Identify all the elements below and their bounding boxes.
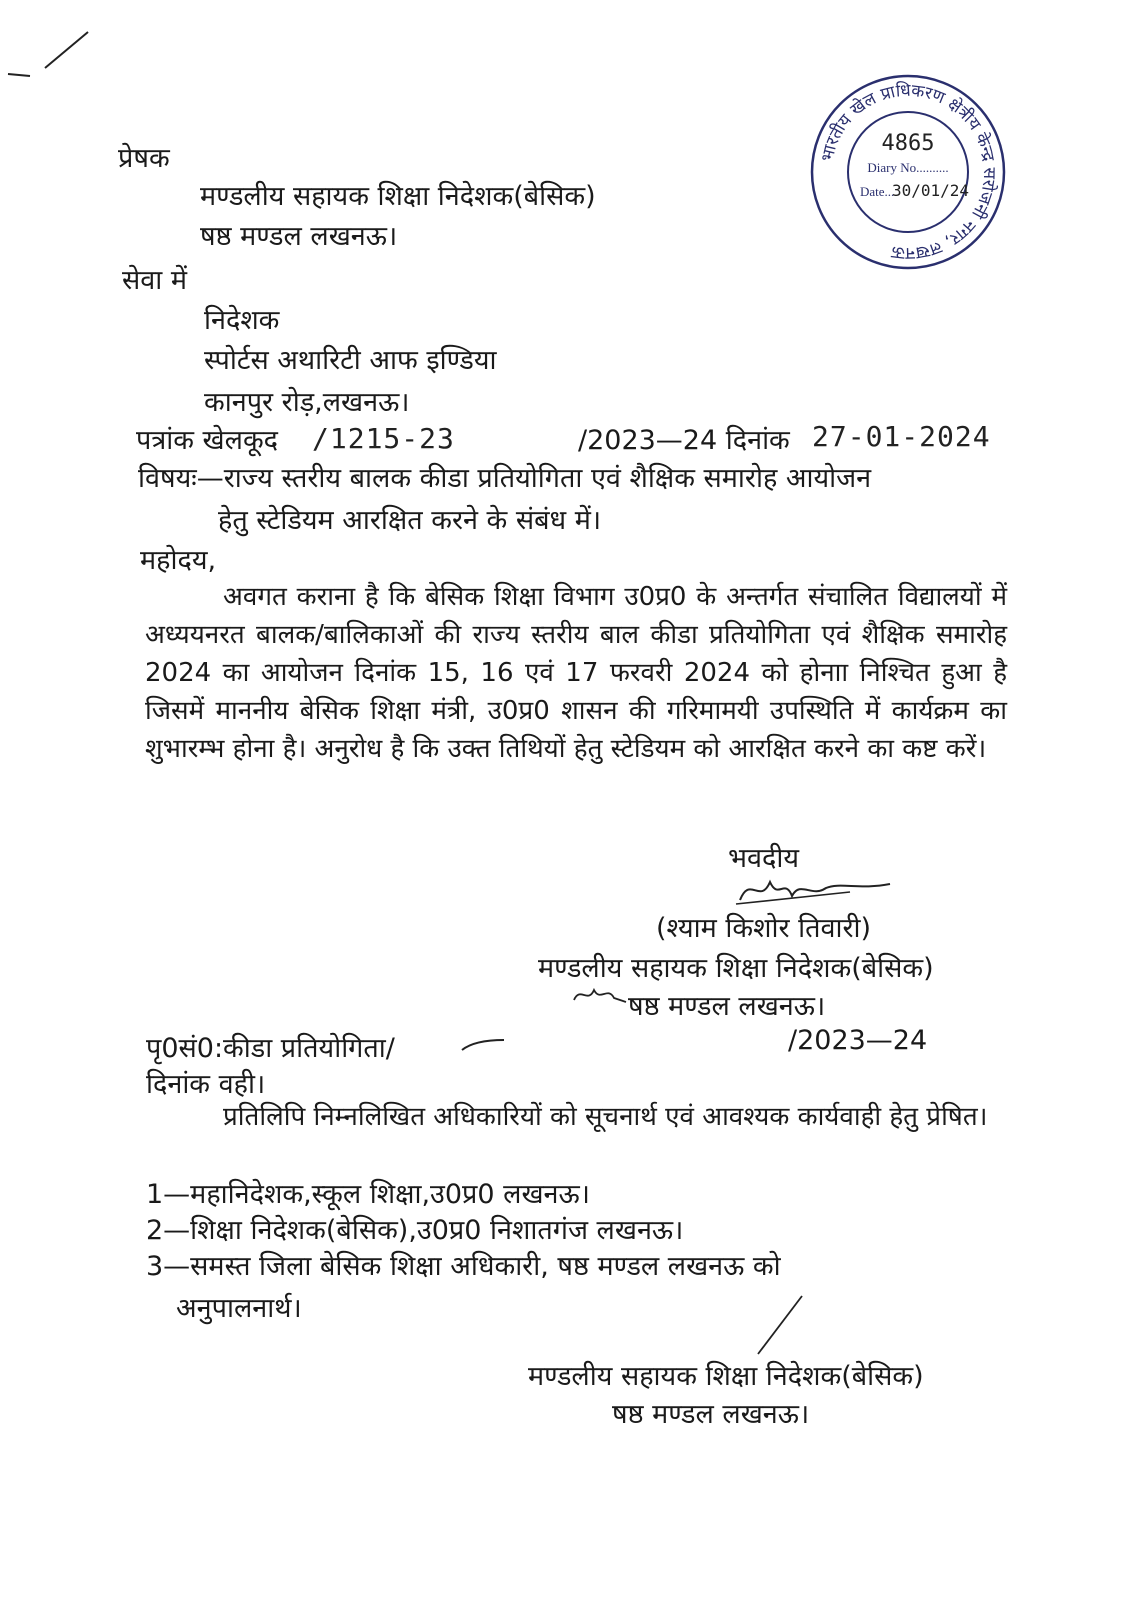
- signatory-name: (श्याम किशोर तिवारी): [656, 913, 872, 944]
- signatory-title2: षष्ठ मण्डल लखनऊ।: [628, 991, 826, 1022]
- stamp-ring-text: भारतीय खेल प्राधिकरण क्षेत्रीय केन्द्र सरोजनी नगर, लखनऊ: [817, 80, 1000, 264]
- stamp-date-label: Date...: [860, 184, 895, 199]
- to-line2: स्पोर्टस अथारिटी आफ इण्डिया: [204, 345, 497, 376]
- initials: [570, 980, 630, 1010]
- copy-item: 3—समस्त जिला बेसिक शिक्षा अधिकारी, षष्ठ मण्डल लखनऊ को: [146, 1251, 781, 1282]
- copy-item: 1—महानिदेशक,स्कूल शिक्षा,उ0प्र0 लखनऊ।: [146, 1179, 590, 1210]
- diary-stamp: [808, 72, 1008, 272]
- pen-mark: [0, 0, 100, 100]
- sender-line1: मण्डलीय सहायक शिक्षा निदेशक(बेसिक): [200, 181, 596, 212]
- dash-mark: [458, 1036, 508, 1056]
- sender-line2: षष्ठ मण्डल लखनऊ।: [200, 221, 398, 252]
- copy-item: अनुपालनार्थ।: [176, 1293, 302, 1324]
- to-line1: निदेशक: [204, 305, 280, 336]
- to-line3: कानपुर रोड़,लखनऊ।: [204, 387, 410, 418]
- subject-line2: हेतु स्टेडियम आरक्षित करने के संबंध में।: [218, 505, 602, 536]
- copy-year: /2023—24: [788, 1025, 928, 1056]
- copy-date: दिनांक वही।: [146, 1069, 266, 1100]
- ref-year: /2023—24 दिनांक: [578, 425, 790, 456]
- signatory-title1: मण्डलीय सहायक शिक्षा निदेशक(बेसिक): [538, 953, 934, 984]
- body-paragraph: [145, 578, 1007, 768]
- stamp-date-value: 30/01/24: [892, 181, 970, 200]
- to-label: सेवा में: [122, 265, 187, 296]
- stamp-diary-number: 4865: [881, 131, 935, 156]
- ref-number: /1215-23: [312, 422, 455, 455]
- body-text: अवगत कराना है कि बेसिक शिक्षा विभाग उ0प्र0 के अन्तर्गत संचालित विद्यालयों में अध्ययनरत बालक/बालिकाओं की राज्य स्तरीय बाल कीडा प्रतियोगिता एवं शैक्षिक समारोह 2024 का आयोजन दिनांक 15, 16 एवं 17 फरवरी 2024 को होनाा निश्चित हुआ है जिसमें माननीय बेसिक शिक्षा मंत्री, उ0प्र0 शासन की गरिमामयी उपस्थिति में कार्यक्रम का शुभारम्भ होना है। अनुरोध है कि उक्त तिथियों हेतु स्टेडियम को आरक्षित करने का कष्ट करें।: [145, 582, 1007, 764]
- sender-label: प्रेषक: [118, 143, 170, 174]
- copy-intro-paragraph: [145, 1098, 1007, 1136]
- ref-date: 27-01-2024: [812, 420, 991, 453]
- copy-ref: पृ0सं0:कीडा प्रतियोगिता/: [146, 1033, 395, 1064]
- copy-item: 2—शिक्षा निदेशक(बेसिक),उ0प्र0 निशातगंज लखनऊ।: [146, 1215, 684, 1246]
- closing: भवदीय: [728, 843, 799, 874]
- salutation: महोदय,: [140, 545, 217, 576]
- subject-line1: विषयः—राज्य स्तरीय बालक कीडा प्रतियोगिता एवं शैक्षिक समारोह आयोजन: [138, 463, 872, 494]
- sign-stroke: [750, 1292, 810, 1362]
- footer-title1: मण्डलीय सहायक शिक्षा निदेशक(बेसिक): [528, 1361, 924, 1392]
- stamp-diary-label: Diary No..........: [867, 160, 949, 175]
- footer-title2: षष्ठ मण्डल लखनऊ।: [612, 1399, 810, 1430]
- copy-intro: प्रतिलिपि निम्नलिखित अधिकारियों को सूचनार्थ एवं आवश्यक कार्यवाही हेतु प्रेषित।: [223, 1102, 988, 1132]
- ref-label: पत्रांक खेलकूद: [136, 425, 279, 456]
